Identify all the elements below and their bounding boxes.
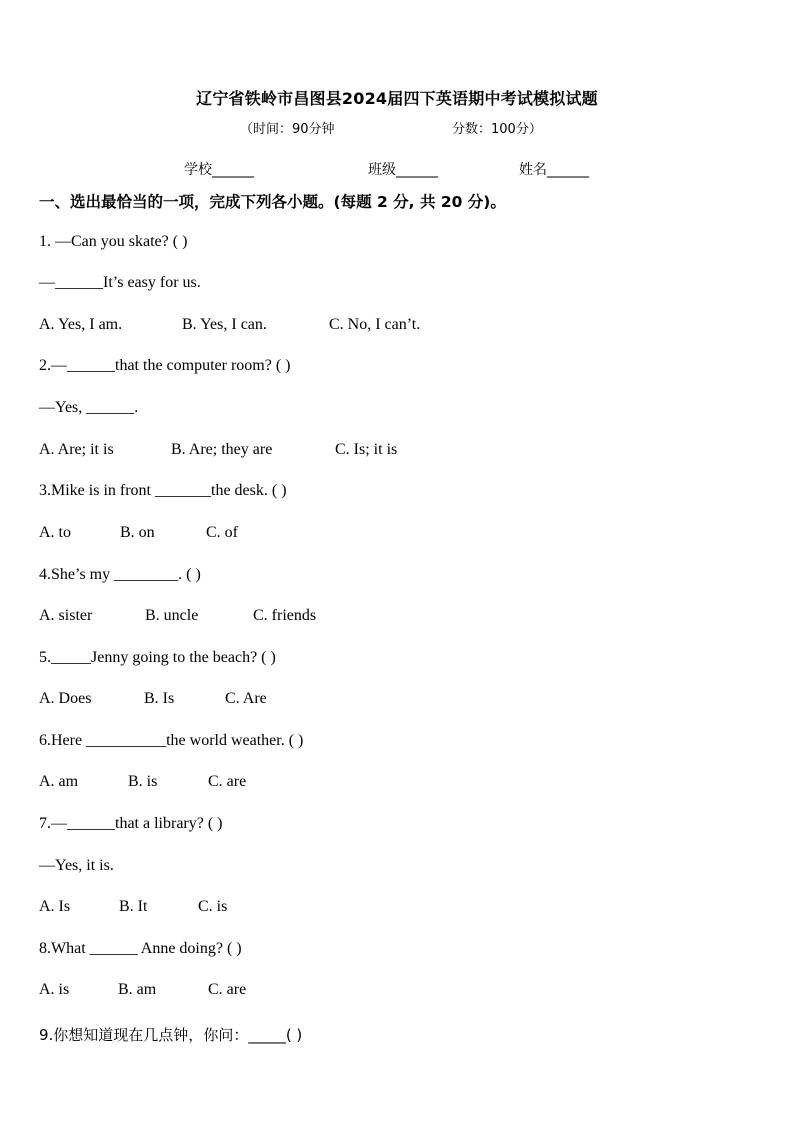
option-b: B. Yes, I can.: [182, 316, 267, 333]
option-a: A. Are; it is: [39, 441, 114, 458]
option-c: C. is: [198, 898, 228, 915]
option-b: B. It: [119, 898, 148, 915]
question-7-options: [39, 898, 227, 916]
question-4-line-1: 4.She’s my ________. ( ): [39, 566, 201, 583]
option-a: A. Does: [39, 690, 92, 707]
option-a: A. am: [39, 773, 79, 790]
school-field: 学校______: [184, 162, 254, 178]
exam-score: 分数：100分）: [452, 122, 542, 137]
option-c: C. Are: [225, 690, 267, 707]
option-c: C. are: [208, 773, 247, 790]
option-a: A. to: [39, 524, 71, 541]
option-c: C. friends: [253, 607, 317, 624]
section-heading: 一、选出最恰当的一项，完成下列各小题。(每题 2 分, 共 20 分)。: [39, 193, 506, 211]
question-2-options: [39, 441, 397, 459]
option-b: B. on: [120, 524, 155, 541]
question-7-line-2: —Yes, it is.: [39, 857, 114, 874]
question-9-line-1: 9.你想知道现在几点钟，你问：_____( ): [39, 1026, 303, 1044]
question-3-line-1: 3.Mike is in front _______the desk. ( ): [39, 482, 287, 499]
option-a: A. is: [39, 981, 70, 998]
option-c: C. of: [206, 524, 238, 541]
question-6-options: [39, 773, 246, 791]
class-field: 班级______: [368, 162, 438, 178]
question-6-line-1: 6.Here __________the world weather. ( ): [39, 732, 304, 749]
question-1-line-2: —______It’s easy for us.: [39, 274, 201, 291]
name-field: 姓名______: [519, 162, 589, 178]
option-c: C. are: [208, 981, 247, 998]
page-title: 辽宁省铁岭市昌图县2024届四下英语期中考试模拟试题: [196, 89, 598, 108]
question-8-options: [39, 981, 246, 999]
question-5-options: [39, 690, 267, 708]
option-a: A. Yes, I am.: [39, 316, 123, 333]
question-8-line-1: 8.What ______ Anne doing? ( ): [39, 940, 242, 957]
exam-time: （时间：90分钟: [240, 122, 335, 137]
option-c: C. Is; it is: [335, 441, 398, 458]
option-b: B. uncle: [145, 607, 199, 624]
option-b: B. is: [128, 773, 158, 790]
question-1-line-1: 1. —Can you skate? ( ): [39, 233, 188, 250]
question-2-line-2: —Yes, ______.: [39, 399, 139, 416]
question-1-options: [39, 316, 420, 334]
question-3-options: [39, 524, 238, 542]
option-b: B. am: [118, 981, 157, 998]
option-b: B. Is: [144, 690, 175, 707]
question-4-options: [39, 607, 316, 625]
question-5-line-1: 5._____Jenny going to the beach? ( ): [39, 649, 276, 666]
option-a: A. Is: [39, 898, 71, 915]
question-7-line-1: 7.—______that a library? ( ): [39, 815, 223, 832]
option-b: B. Are; they are: [171, 441, 273, 458]
question-2-line-1: 2.—______that the computer room? ( ): [39, 357, 291, 374]
option-a: A. sister: [39, 607, 93, 624]
option-c: C. No, I can’t.: [329, 316, 421, 333]
